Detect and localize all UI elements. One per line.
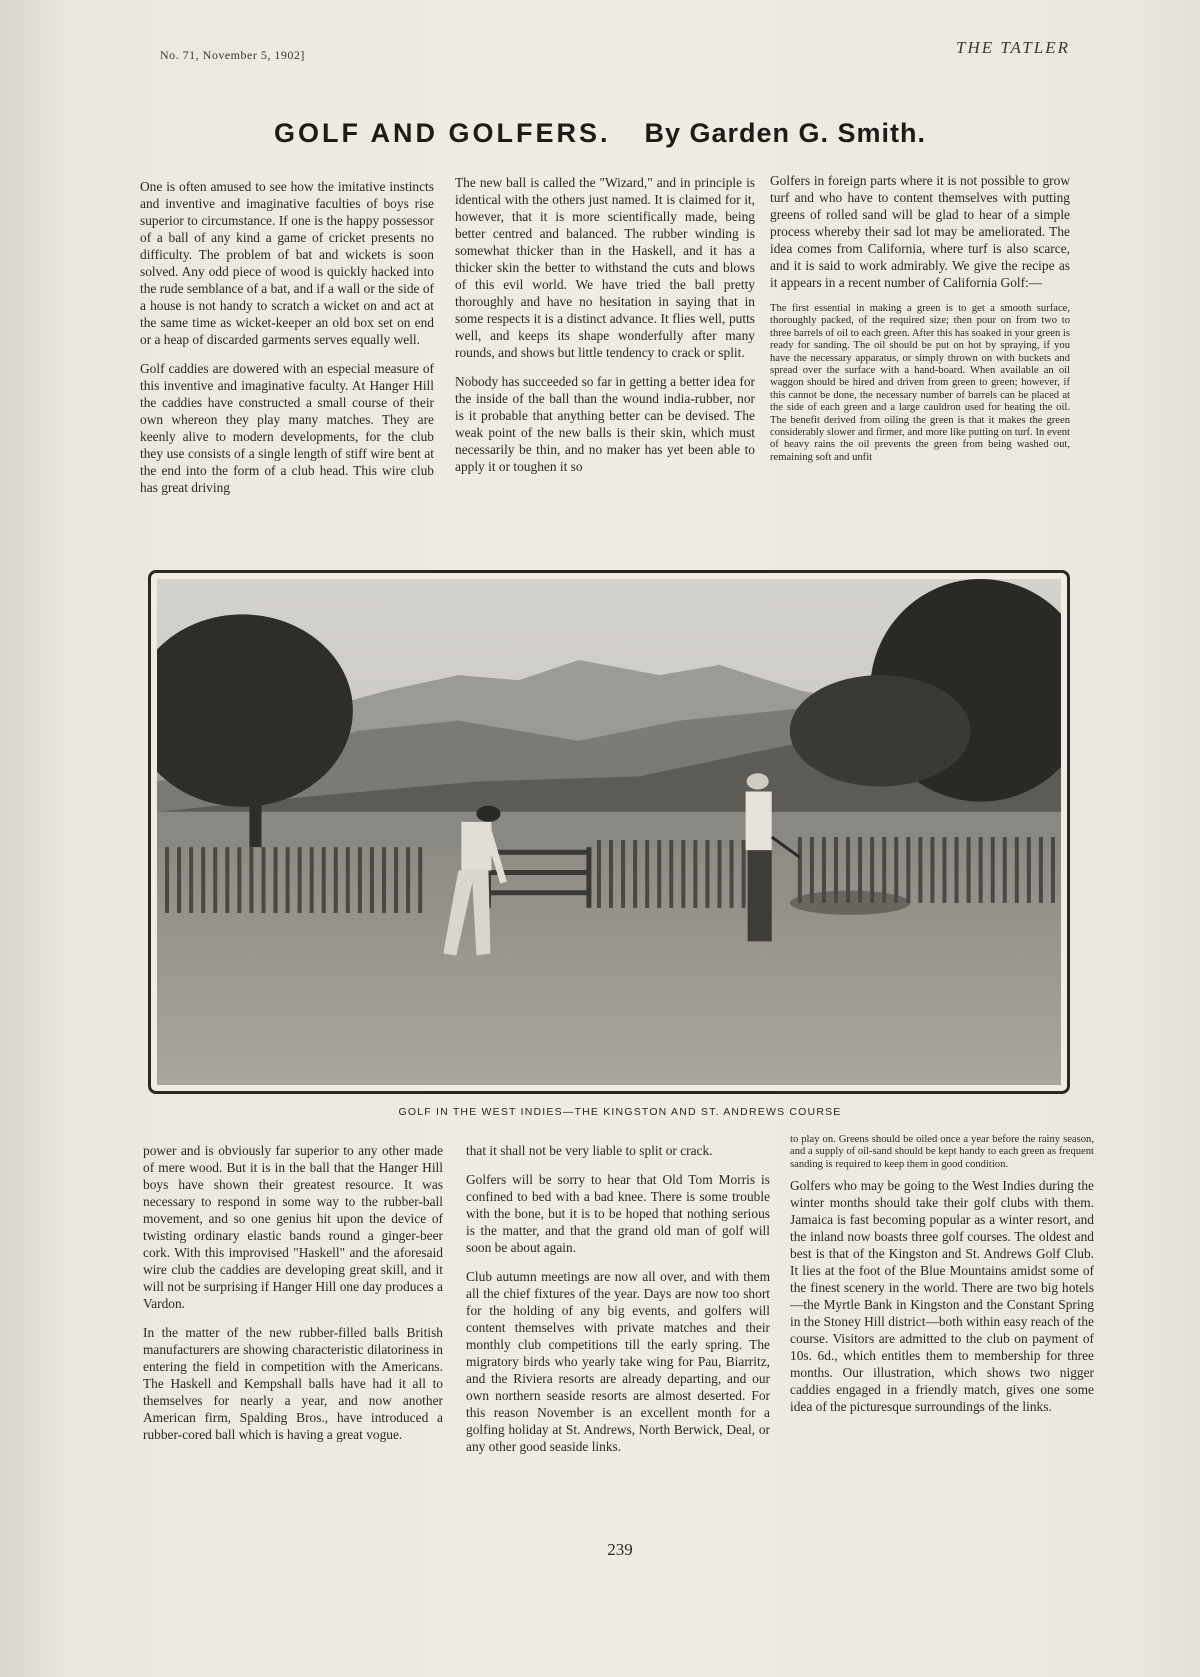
bottom-column-2 [466,1142,770,1467]
paragraph: Nobody has succeeded so far in getting a better idea for the inside of the ball than the wound india-rubber, nor is it probable that anything better can be devised. The weak point of the new balls is their skin, which must necessarily be thin, and no maker has yet been able to apply it or toughen it so [455,374,755,474]
article-title [0,118,1200,149]
paragraph: power and is obviously far superior to any other made of mere wood. But it is in the ball that the Hanger Hill boys have shown their greatest resource. It was necessary to respond in some way to the rubber-ball movement, and so one genius hit upon the device of twisting ordinary elastic bands round a ginger-beer cork. With this improvised "Haskell" and the aforesaid wire club the caddies are developing great skill, and it will not be surprising if Hanger Hill one day produces a Vardon. [143,1143,443,1311]
paragraph: The new ball is called the "Wizard," and in principle is identical with the others just named. It is claimed for it, however, that it is more scientifically made, being better centred and balanced. The rubber winding is somewhat thicker than in the Haskell, and it has a thicker skin the better to withstand the cuts and blows of this evil world. We have tried the ball pretty thoroughly and have no hesitation in saying that in some respects it is a distinct advance. It flies well, putts well, and keeps its shape wonderfully after many rounds, and shows but little tendency to crack or split. [455,175,755,360]
photo-caption: GOLF IN THE WEST INDIES—THE KINGSTON AND ST. ANDREWS COURSE [398,1106,842,1118]
bottom-column-1 [143,1142,443,1455]
issue-date-header: No. 71, November 5, 1902] [160,48,305,62]
publication-name-header: THE TATLER [956,38,1070,57]
paragraph: Golfers in foreign parts where it is not possible to grow turf and who have to content themselves with putting greens of rolled sand will be glad to hear of a simple process whereby their sad lot may be ameliorated. The idea comes from California, where turf is also scarce, and it is said to work admirably. We give the recipe as it appears in a recent number of California Golf:— [770,173,1070,290]
recipe-quote: The first essential in making a green is to get a smooth surface, thoroughly packed, of the required size; then pour on from two to three barrels of oil to each green. After this has soaked in your green is ready for sanding. The oil should be put on hot by spraying, if you have the necessary apparatus, or simply thrown on with buckets and spread over the surface with a hand-board. When available an oil waggon should be hired and driven from green to green; however, if this cannot be done, the necessary number of barrels can be placed at the side of each green and a large cauldron used for heating the oil. The benefit derived from oiling the green is that it makes the green considerably slower and firmer, and more like putting on turf. In event of heavy rains the oil prevents the green from being washed out, remaining soft and unfit [770,303,1070,463]
page-number: 239 [607,1540,633,1559]
paragraph: Golf caddies are dowered with an especial measure of this inventive and imaginative faculty. At Hanger Hill the caddies have constructed a small course of their own whereon they play many matches. They are keenly alive to modern developments, for the club they use consists of a single length of stiff wire bent at the end into the form of a club head. This wire club has great driving [140,361,434,495]
paragraph: Golfers who may be going to the West Indies during the winter months should take their golf clubs with them. Jamaica is fast becoming popular as a winter resort, and the inland now boasts three golf courses. The oldest and best is that of the Kingston and St. Andrews Golf Club. It lies at the foot of the Blue Mountains amidst some of the finest scenery in the world. There are two big hotels—the Myrtle Bank in Kingston and the Constant Spring in the Stoney Hill district—both within easy reach of the course. Visitors are admitted to the club on payment of 10s. 6d., which entitles them to membership for three months. Our illustration, which shows two nigger caddies engaged in a friendly match, gives one some idea of the picturesque surroundings of the links. [790,1178,1094,1415]
paragraph: In the matter of the new rubber-filled balls British manufacturers are showing characteristic dilatoriness in entering the field in competition with the Americans. The Haskell and Kempshall balls have had it all to themselves for nearly a year, and now another American firm, Spalding Bros., have introduced a rubber-cored ball which is having a great vogue. [143,1325,443,1442]
golf-course-photograph [157,579,1061,1085]
top-column-3 [770,172,1070,470]
paragraph: Club autumn meetings are now all over, and with them all the chief fixtures of the year. Days are now too short for the holding of any big events, and golfers will content themselves with private matches and their monthly club competitions till the early spring. The migratory birds who yearly take wing for Pau, Biarritz, and the Riviera resorts are already departing, and our own northern seaside resorts are almost deserted. For this reason November is an excellent month for a golfing holiday at St. Andrews, North Berwick, Deal, or any other good seaside links. [466,1269,770,1454]
author-byline: By Garden G. Smith. [644,118,927,148]
paragraph: that it shall not be very liable to split or crack. [466,1143,713,1158]
paragraph: Golfers will be sorry to hear that Old Tom Morris is confined to bed with a bad knee. There is some trouble with the bone, but it is to be hoped that nothing serious is the matter, and that the grand old man of golf will soon be about again. [466,1172,770,1255]
recipe-quote-continued: to play on. Greens should be oiled once a year before the rainy season, and a supply of oil-sand should be kept handy to each green as frequent sanding is required to keep them in good condition. [790,1134,1094,1170]
photograph-frame [148,570,1070,1094]
top-column-1 [140,178,434,508]
top-column-2 [455,174,755,487]
bottom-column-3 [790,1134,1094,1427]
title-main: GOLF AND GOLFERS. [273,118,611,148]
paragraph: One is often amused to see how the imitative instincts and inventive and imaginative faculties of boys rise superior to circumstance. If one is the happy possessor of a ball of any kind a game of cricket presents no difficulty. The problem of bat and wickets is soon solved. Any odd piece of wood is quickly hacked into the rude semblance of a bat, and if a wall or the side of a house is not handy to scratch a wicket on and act at the same time as wicket-keeper an old box set on end or a heap of discarded garments serves equally well. [140,179,434,347]
